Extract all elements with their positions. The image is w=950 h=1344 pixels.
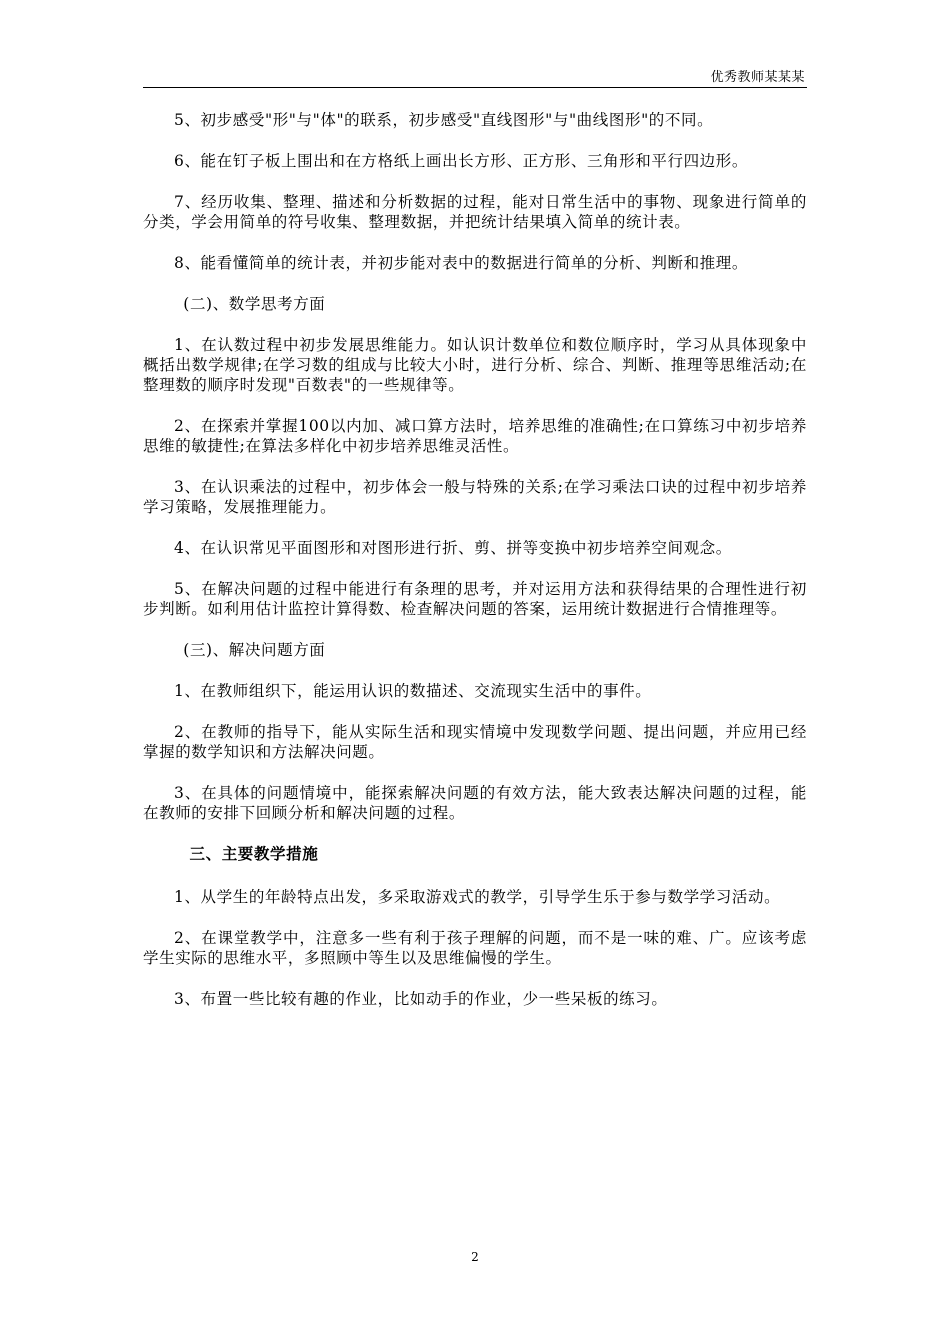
paragraph: 5、在解决问题的过程中能进行有条理的思考，并对运用方法和获得结果的合理性进行初步判断。如利用估计监控计算得数、检查解决问题的答案，运用统计数据进行合情推理等。 [143, 580, 807, 618]
paragraph: 1、从学生的年龄特点出发，多采取游戏式的教学，引导学生乐于参与数学学习活动。 [174, 888, 781, 906]
paragraph: 3、布置一些比较有趣的作业，比如动手的作业，少一些呆板的练习。 [174, 990, 668, 1008]
section-subheading: (二)、数学思考方面 [183, 295, 326, 313]
paragraph: 8、能看懂简单的统计表，并初步能对表中的数据进行简单的分析、判断和推理。 [174, 254, 748, 272]
paragraph: 3、在具体的问题情境中，能探索解决问题的有效方法，能大致表达解决问题的过程，能在教师的安排下回顾分析和解决问题的过程。 [143, 784, 807, 822]
header-title: 优秀教师某某某 [710, 70, 805, 85]
paragraph: 4、在认识常见平面图形和对图形进行折、剪、拼等变换中初步培养空间观念。 [174, 539, 732, 557]
paragraph: 1、在认数过程中初步发展思维能力。如认识计数单位和数位顺序时，学习从具体现象中概括出数学规律;在学习数的组成与比较大小时，进行分析、综合、判断、推理等思维活动;在整理数的顺序时发现"百数表"的一些规律等。 [143, 336, 807, 394]
document-body [143, 110, 807, 1030]
paragraph: 6、能在钉子板上围出和在方格纸上画出长方形、正方形、三角形和平行四边形。 [174, 152, 748, 170]
page-number: 2 [471, 1250, 479, 1264]
paragraph: 1、在教师组织下，能运用认识的数描述、交流现实生活中的事件。 [174, 682, 652, 700]
section-heading: 三、主要教学措施 [189, 844, 319, 863]
page-header [143, 62, 807, 88]
paragraph: 2、在探索并掌握100以内加、减口算方法时，培养思维的准确性;在口算练习中初步培养思维的敏捷性;在算法多样化中初步培养思维灵活性。 [143, 417, 807, 455]
paragraph: 2、在教师的指导下，能从实际生活和现实情境中发现数学问题、提出问题，并应用已经掌握的数学知识和方法解决问题。 [143, 723, 807, 761]
paragraph: 3、在认识乘法的过程中，初步体会一般与特殊的关系;在学习乘法口诀的过程中初步培养学习策略，发展推理能力。 [143, 478, 807, 516]
paragraph: 5、初步感受"形"与"体"的联系，初步感受"直线图形"与"曲线图形"的不同。 [174, 111, 714, 129]
paragraph: 2、在课堂教学中，注意多一些有利于孩子理解的问题，而不是一味的难、广。应该考虑学生实际的思维水平，多照顾中等生以及思维偏慢的学生。 [143, 929, 807, 967]
section-subheading: (三)、解决问题方面 [183, 641, 326, 659]
paragraph: 7、经历收集、整理、描述和分析数据的过程，能对日常生活中的事物、现象进行简单的分类，学会用简单的符号收集、整理数据，并把统计结果填入简单的统计表。 [143, 193, 807, 231]
